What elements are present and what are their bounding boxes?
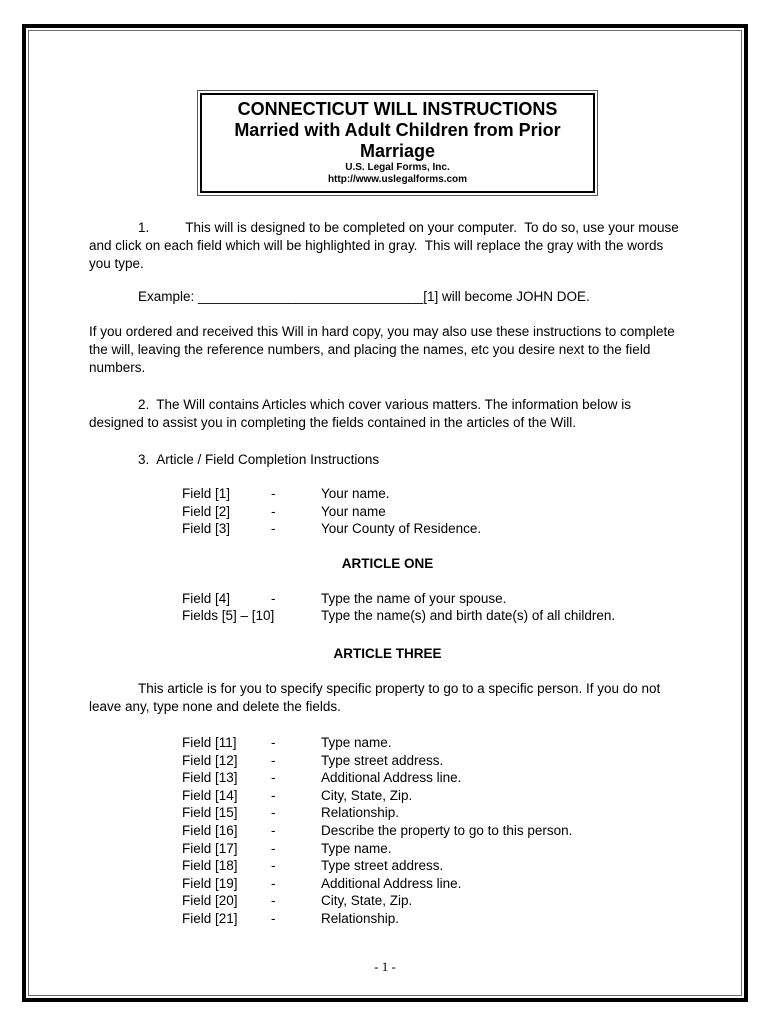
paragraph-number: 2. [138,397,150,412]
field-dash: - [271,840,276,856]
title-box [197,90,598,196]
field-row [182,503,686,521]
field-row [182,787,686,805]
field-description: Type street address. [321,752,444,768]
field-row [182,520,686,538]
field-dash: - [271,486,276,501]
field-description: Type the name of your spouse. [321,590,507,606]
field-dash: - [271,770,276,786]
field-label: Field [3] [182,521,231,537]
field-dash: - [271,805,276,821]
field-description: Relationship. [321,910,400,926]
field-description: Additional Address line. [321,875,462,891]
page-number: - 1 - [374,959,396,974]
instruction-paragraph-1 [89,219,686,273]
field-dash: - [271,503,276,519]
field-dash: - [271,521,276,537]
page-content [29,31,741,928]
field-table-general [182,485,686,538]
field-dash: - [271,787,276,803]
example-text: Example: ______________________________[1] will become JOHN DOE. [138,289,590,304]
field-row [182,607,686,625]
field-row [182,485,686,503]
field-label: Field [18] [182,858,238,874]
field-label: Field [1] [182,486,231,501]
field-row [182,734,686,752]
page-border-outer [22,24,748,1002]
title-box-inner [200,93,595,193]
field-row [182,857,686,875]
field-label: Field [4] [182,590,231,606]
example-line [89,288,686,306]
field-dash: - [271,734,276,750]
article-three-heading: ARTICLE THREE [333,645,442,661]
field-row [182,804,686,822]
field-description: Type the name(s) and birth date(s) of all children. [321,608,616,624]
field-description: Type street address. [321,858,444,874]
paragraph-text: If you ordered and received this Will in hard copy, you may also use these instructions to complete the will, leaving the reference numbers, and placing the names, etc you desire next to the field numbers. [89,324,679,375]
paragraph-text: Article / Field Completion Instructions [156,452,380,467]
field-description: Additional Address line. [321,770,462,786]
field-label: Fields [5] – [10] [182,608,275,624]
field-description: Your County of Residence. [321,521,482,537]
field-description: City, State, Zip. [321,893,413,909]
field-row [182,840,686,858]
field-dash: - [271,910,276,926]
page-border-inner [28,30,742,996]
field-label: Field [17] [182,840,238,856]
field-dash: - [271,875,276,891]
field-dash: - [271,590,276,606]
instruction-paragraph-3 [89,451,686,469]
field-label: Field [13] [182,770,238,786]
field-description: Your name. [321,486,390,501]
field-label: Field [14] [182,787,238,803]
title-line-1: CONNECTICUT WILL INSTRUCTIONS [237,99,558,119]
field-label: Field [12] [182,752,238,768]
field-description: Describe the property to go to this person. [321,822,573,838]
hardcopy-paragraph [89,323,686,377]
field-row [182,910,686,928]
field-table-article-three [182,734,686,928]
field-row [182,769,686,787]
field-description: City, State, Zip. [321,787,413,803]
field-table-article-one [182,590,686,625]
paragraph-number: 1. [138,220,150,235]
title-line-2: Married with Adult Children from Prior Marriage [234,120,566,161]
article-three-intro [89,680,686,716]
field-dash: - [271,822,276,838]
field-description: Type name. [321,840,392,856]
field-row [182,752,686,770]
field-label: Field [19] [182,875,238,891]
instruction-paragraph-2 [89,396,686,432]
field-label: Field [15] [182,805,238,821]
field-description: Relationship. [321,805,400,821]
field-description: Type name. [321,734,392,750]
field-dash: - [271,893,276,909]
field-label: Field [21] [182,910,238,926]
paragraph-text: This article is for you to specify specific property to go to a specific person. If you do not leave any, type none and delete the fields. [89,680,665,714]
website-url: http://www.uslegalforms.com [327,174,468,185]
paragraph-text: This will is designed to be completed on your computer. To do so, use your mouse and click on each field which will be highlighted in gray. This will replace the gray with the words you type. [89,220,683,271]
company-name: U.S. Legal Forms, Inc. [345,162,450,173]
field-row [182,590,686,608]
field-row [182,822,686,840]
article-one-heading: ARTICLE ONE [341,555,434,571]
field-dash: - [271,858,276,874]
field-description: Your name [321,503,386,519]
field-label: Field [11] [182,734,237,750]
paragraph-number: 3. [138,452,150,467]
field-label: Field [2] [182,503,231,519]
field-row [182,892,686,910]
paragraph-text: The Will contains Articles which cover various matters. The information below is designed to assist you in completing the fields contained in the articles of the Will. [89,397,635,430]
field-dash: - [271,752,276,768]
field-label: Field [20] [182,893,238,909]
field-label: Field [16] [182,822,238,838]
field-row [182,875,686,893]
